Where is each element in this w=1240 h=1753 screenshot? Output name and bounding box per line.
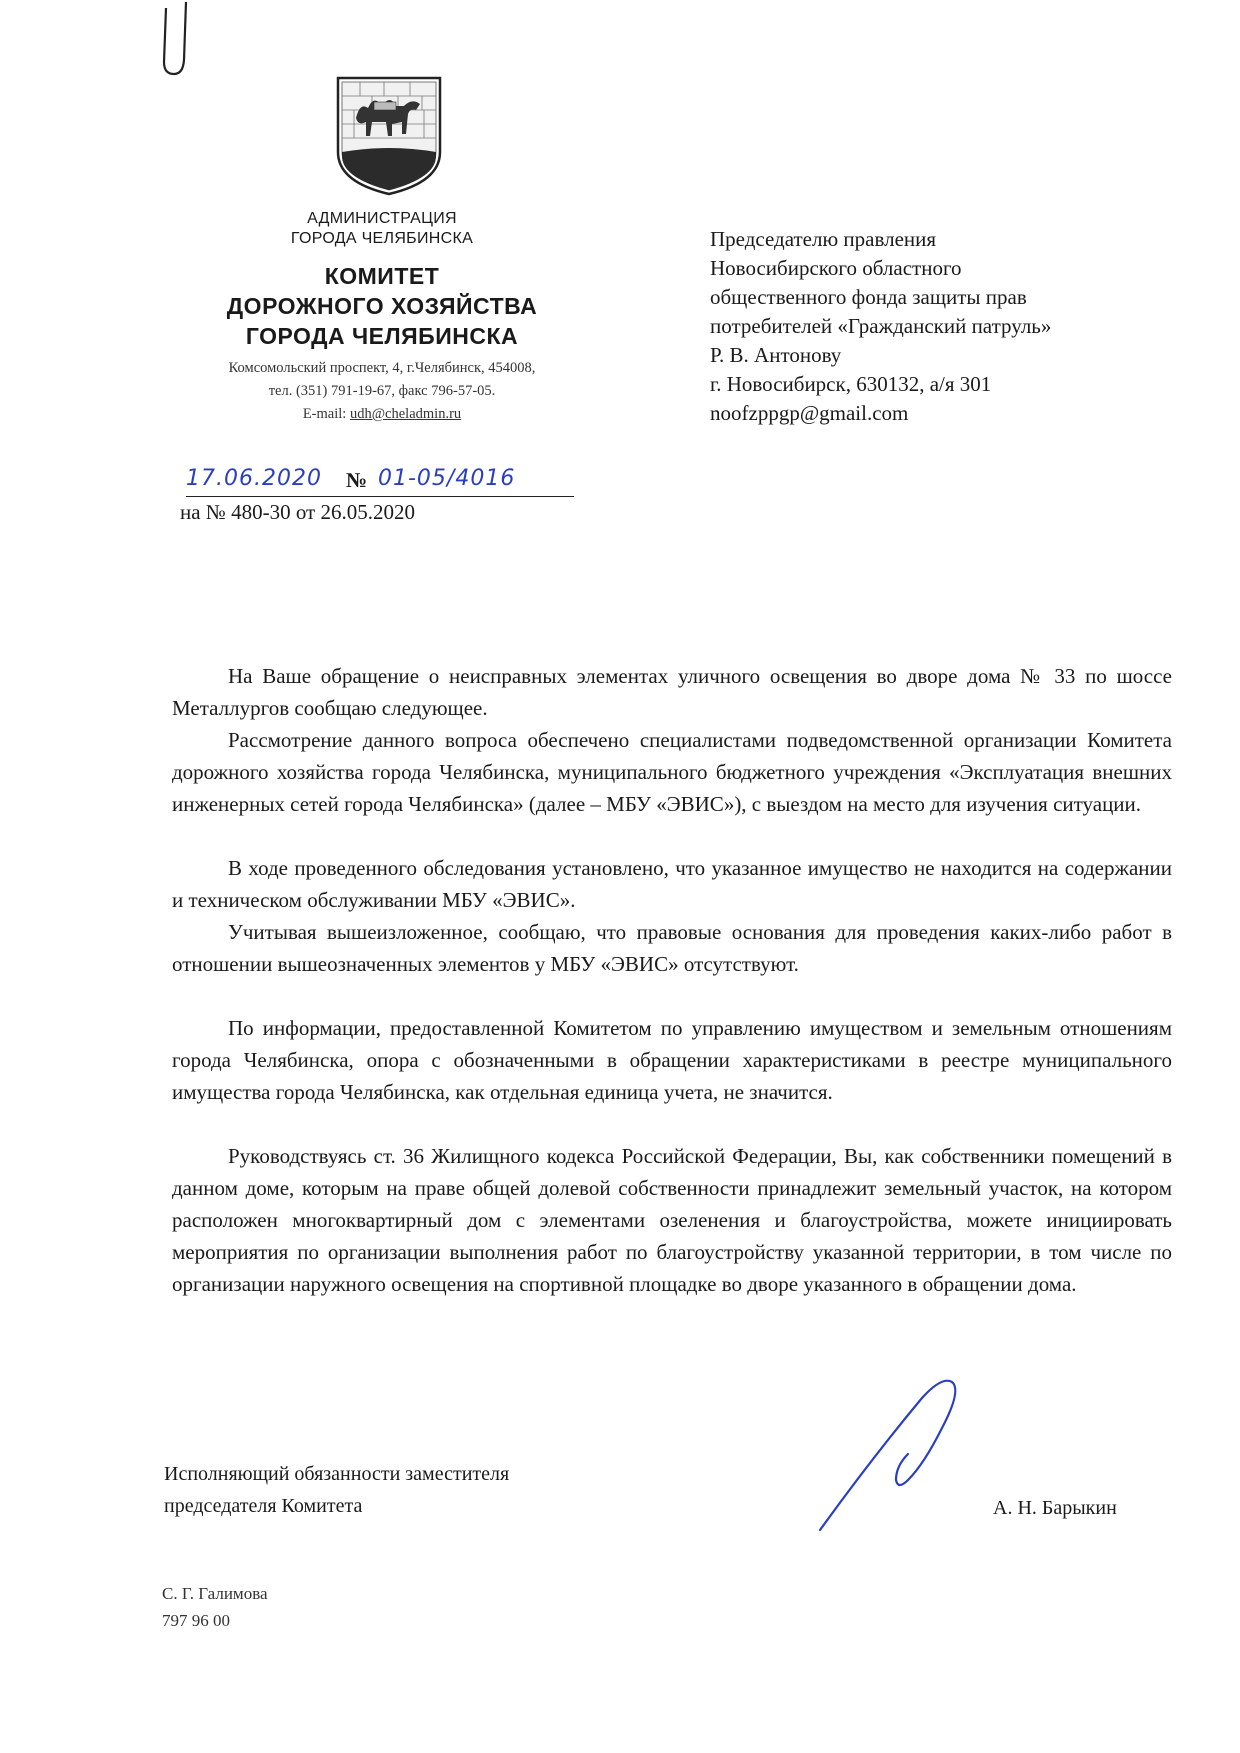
body-paragraph-6: Руководствуясь ст. 36 Жилищного кодекса Российской Федерации, Вы, как собственники помещений в данном доме, которым на праве общей долевой собственности принадлежит земельный участок, на котором расположен многоквартирный дом с элементами озеленения и благоустройства, можете инициировать мероприятия по организации выполнения работ по благоустройству указанной территории, в том числе по организации наружного освещения на спортивной площадке во дворе указанного в обращении дома. bbox=[172, 1144, 1172, 1296]
committee-address: Комсомольский проспект, 4, г.Челябинск, 454008, bbox=[228, 360, 536, 376]
administration-line: АДМИНИСТРАЦИЯ bbox=[307, 210, 457, 227]
paper-clip-mark bbox=[158, 0, 198, 80]
signatory-name: А. Н. Барыкин bbox=[993, 1497, 1117, 1519]
email-link[interactable]: udh@cheladmin.ru bbox=[349, 406, 462, 422]
body-paragraph-3: В ходе проведенного обследования установлено, что указанное имущество не находится на содержании и техническом обслуживании МБУ «ЭВИС». bbox=[172, 856, 1172, 912]
committee-title-line2: ДОРОЖНОГО ХОЗЯЙСТВА bbox=[226, 293, 538, 319]
number-sign: № bbox=[346, 468, 368, 492]
email-label: E-mail: bbox=[302, 406, 350, 422]
handwritten-signature bbox=[812, 1368, 982, 1538]
body-paragraph-4: Учитывая вышеизложенное, сообщаю, что правовые основания для проведения каких-либо работ в отношении вышеозначенных элементов у МБУ «ЭВИС» отсутствуют. bbox=[172, 920, 1172, 976]
committee-email-line bbox=[172, 406, 592, 423]
addressee-line: Р. В. Антонову bbox=[710, 343, 842, 367]
executor-name: С. Г. Галимова bbox=[162, 1584, 268, 1603]
signatory-position bbox=[164, 1458, 509, 1522]
executor-phone: 797 96 00 bbox=[162, 1611, 230, 1630]
chelyabinsk-coat-of-arms-emblem bbox=[334, 74, 444, 198]
addressee-line: г. Новосибирск, 630132, а/я 301 bbox=[710, 372, 992, 396]
signatory-position-line2: председателя Комитета bbox=[164, 1495, 363, 1517]
body-paragraph-2: Рассмотрение данного вопроса обеспечено специалистами подведомственной организации Комитета дорожного хозяйства города Челябинска, муниципального бюджетного учреждения «Эксплуатация внешних инженерных сетей города Челябинска» (далее – МБУ «ЭВИС»), с выездом на место для изучения ситуации. bbox=[172, 728, 1172, 816]
outgoing-date: 17.06.2020 bbox=[186, 466, 322, 491]
committee-phone: тел. (351) 791-19-67, факс 796-57-05. bbox=[268, 383, 496, 399]
addressee-line: потребителей «Гражданский патруль» bbox=[710, 314, 1052, 338]
committee-title-line3: ГОРОДА ЧЕЛЯБИНСКА bbox=[245, 323, 519, 349]
committee-title-line1: КОМИТЕТ bbox=[324, 263, 440, 289]
body-paragraph-1: На Ваше обращение о неисправных элементах уличного освещения во дворе дома № 33 по шоссе Металлургов сообщаю следующее. bbox=[172, 664, 1172, 720]
executor-block bbox=[162, 1580, 268, 1634]
addressee-line: общественного фонда защиты прав bbox=[710, 285, 1027, 309]
addressee-line: Новосибирского областного bbox=[710, 256, 962, 280]
addressee-email: noofzppgp@gmail.com bbox=[710, 401, 909, 425]
signatory-position-line1: Исполняющий обязанности заместителя bbox=[164, 1463, 510, 1485]
outgoing-reference-line bbox=[186, 466, 574, 497]
outgoing-number: 01-05/4016 bbox=[378, 466, 516, 491]
addressee-line: Председателю правления bbox=[710, 227, 937, 251]
in-reply-to-line: на № 480-30 от 26.05.2020 bbox=[180, 500, 415, 524]
city-line: ГОРОДА ЧЕЛЯБИНСКА bbox=[290, 230, 474, 247]
addressee-block bbox=[710, 225, 1210, 428]
body-paragraph-5: По информации, предоставленной Комитетом по управлению имуществом и земельным отношениям города Челябинска, опора с обозначенными в обращении характеристиками в реестре муниципального имущества города Челябинска, как отдельная единица учета, не значится. bbox=[172, 1016, 1172, 1104]
